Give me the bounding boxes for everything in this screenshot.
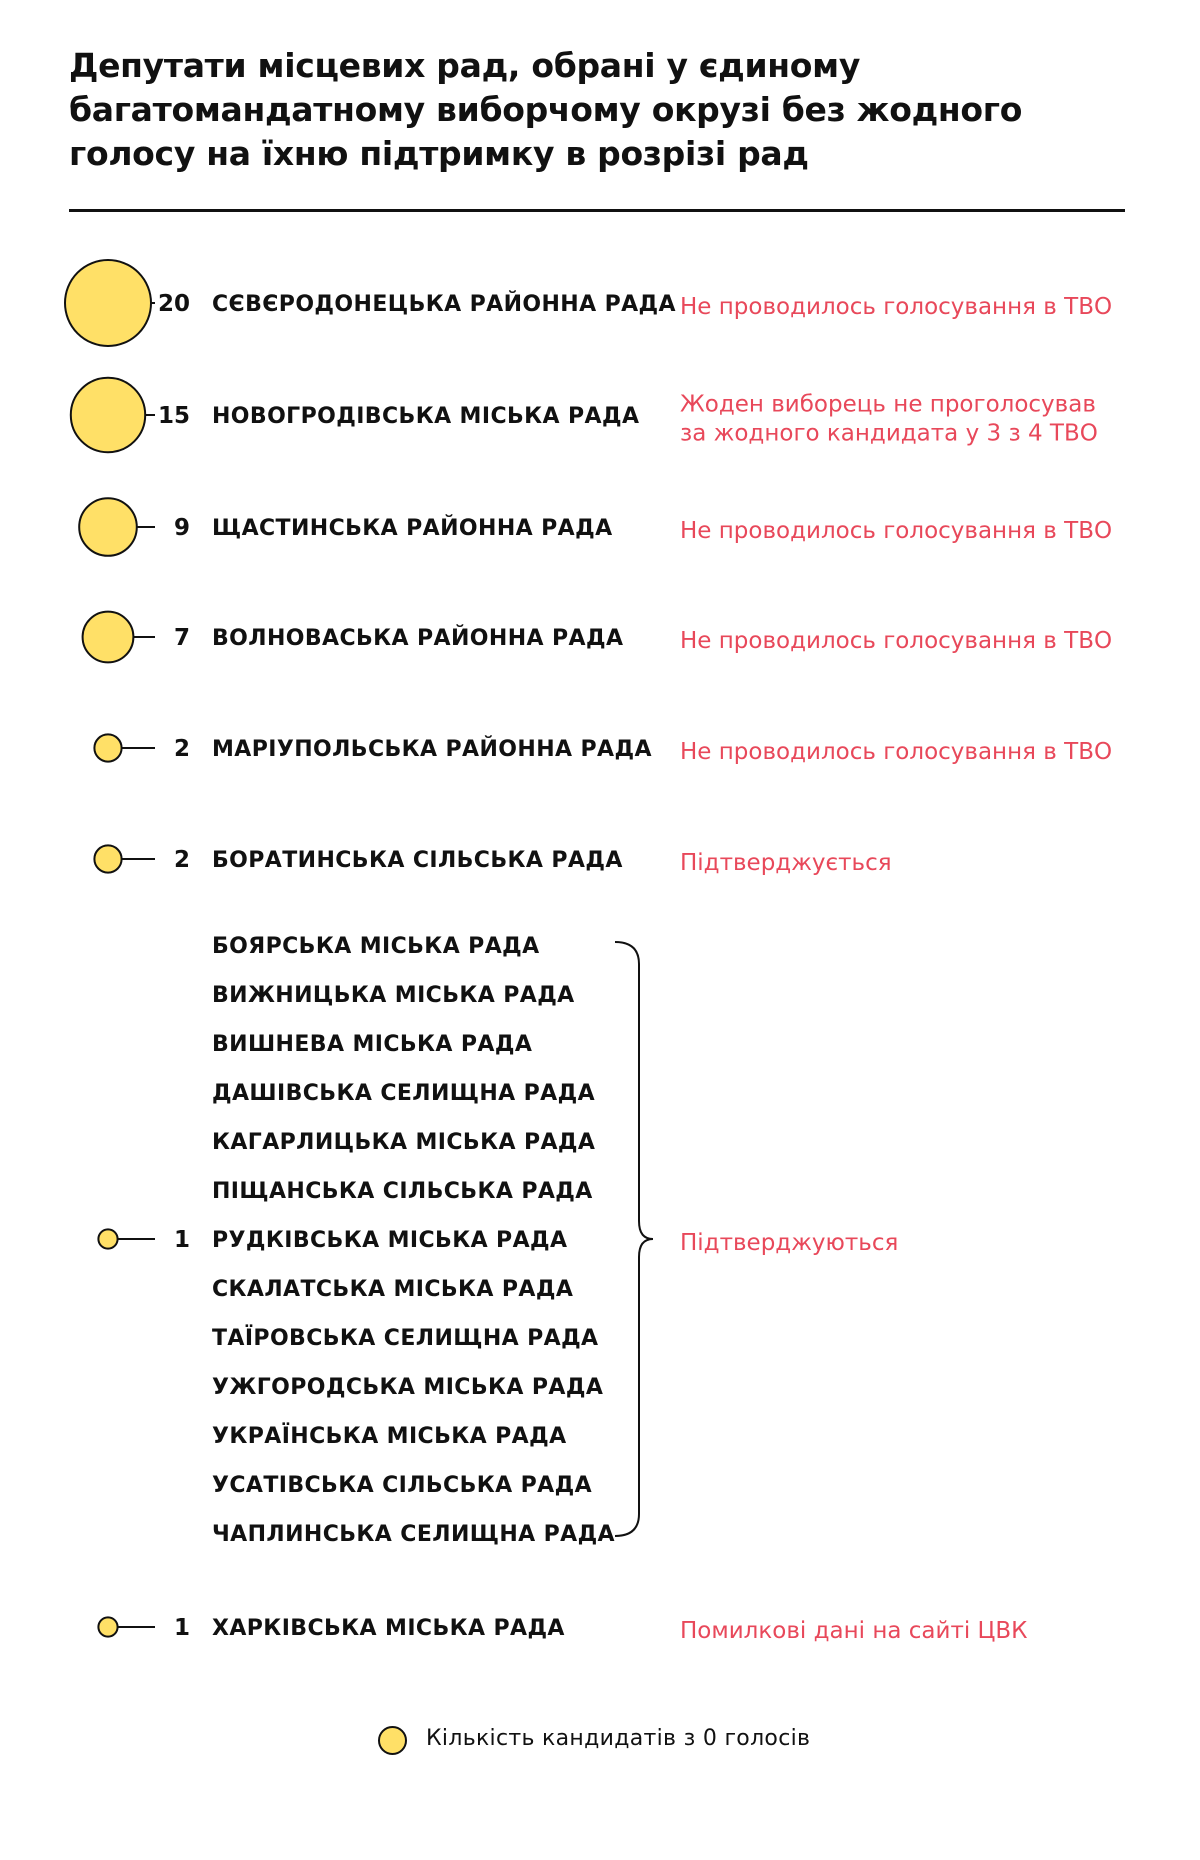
count-label: 1 [173, 1615, 190, 1641]
legend-label: Кількість кандидатів з 0 голосів [426, 1726, 811, 1751]
group-brace [615, 942, 653, 1536]
count-label: 15 [157, 403, 190, 429]
council-name: БОЯРСЬКА МІСЬКА РАДА [212, 934, 540, 959]
bubble [71, 378, 145, 452]
council-name: ДАШІВСЬКА СЕЛИЩНА РАДА [212, 1081, 596, 1106]
council-name: ВИЖНИЦЬКА МІСЬКА РАДА [212, 983, 575, 1008]
note-text: Не проводилось голосування в ТВО [680, 739, 1113, 765]
bubble [94, 845, 121, 872]
count-label: 2 [173, 736, 190, 762]
council-name: ЩАСТИНСЬКА РАЙОННА РАДА [212, 516, 613, 541]
note-text: Помилкові дані на сайті ЦВК [680, 1618, 1028, 1644]
council-name: НОВОГРОДІВСЬКА МІСЬКА РАДА [212, 404, 640, 429]
council-name: БОРАТИНСЬКА СІЛЬСЬКА РАДА [212, 848, 623, 873]
bubble [65, 260, 151, 346]
count-label: 7 [173, 625, 190, 651]
council-name: КАГАРЛИЦЬКА МІСЬКА РАДА [212, 1130, 596, 1155]
bubble [98, 1229, 117, 1248]
council-name: ВИШНЕВА МІСЬКА РАДА [212, 1032, 533, 1057]
bubble [94, 734, 121, 761]
legend-swatch [378, 1726, 407, 1755]
council-name: ТАЇРОВСЬКА СЕЛИЩНА РАДА [212, 1326, 599, 1351]
note-text: Підтверджуються [680, 1230, 899, 1256]
council-name: СЄВЄРОДОНЕЦЬКА РАЙОННА РАДА [212, 292, 676, 317]
note-text: Не проводилось голосування в ТВО [680, 628, 1113, 654]
bubble [83, 612, 134, 663]
council-name: ВОЛНОВАСЬКА РАЙОННА РАДА [212, 626, 624, 651]
council-name: СКАЛАТСЬКА МІСЬКА РАДА [212, 1277, 574, 1302]
note-text: за жодного кандидата у 3 з 4 ТВО [680, 420, 1098, 447]
council-name: УЖГОРОДСЬКА МІСЬКА РАДА [212, 1375, 604, 1400]
note-text: Не проводилось голосування в ТВО [680, 518, 1113, 544]
count-label: 1 [173, 1227, 190, 1253]
council-name: РУДКІВСЬКА МІСЬКА РАДА [212, 1228, 568, 1253]
council-name: ЧАПЛИНСЬКА СЕЛИЩНА РАДА [212, 1522, 615, 1547]
count-label: 2 [173, 847, 190, 873]
council-name: ХАРКІВСЬКА МІСЬКА РАДА [212, 1616, 565, 1641]
note-text: Жоден виборець не проголосував [680, 391, 1096, 418]
count-label: 9 [173, 515, 190, 541]
council-name: МАРІУПОЛЬСЬКА РАЙОННА РАДА [212, 737, 652, 762]
count-label: 20 [157, 291, 190, 317]
council-name: УКРАЇНСЬКА МІСЬКА РАДА [212, 1424, 567, 1449]
council-name: УСАТІВСЬКА СІЛЬСЬКА РАДА [212, 1473, 593, 1498]
bubble [79, 498, 137, 556]
bubble [98, 1617, 117, 1636]
council-name: ПІЩАНСЬКА СІЛЬСЬКА РАДА [212, 1179, 593, 1204]
note-text: Підтверджується [680, 850, 892, 876]
chart-title: Депутати місцевих рад, обрані у єдиному багатомандатному виборчому окрузі без жодного голосу на їхню підтримку в розрізі рад [69, 46, 1023, 173]
note-text: Не проводилось голосування в ТВО [680, 294, 1113, 320]
